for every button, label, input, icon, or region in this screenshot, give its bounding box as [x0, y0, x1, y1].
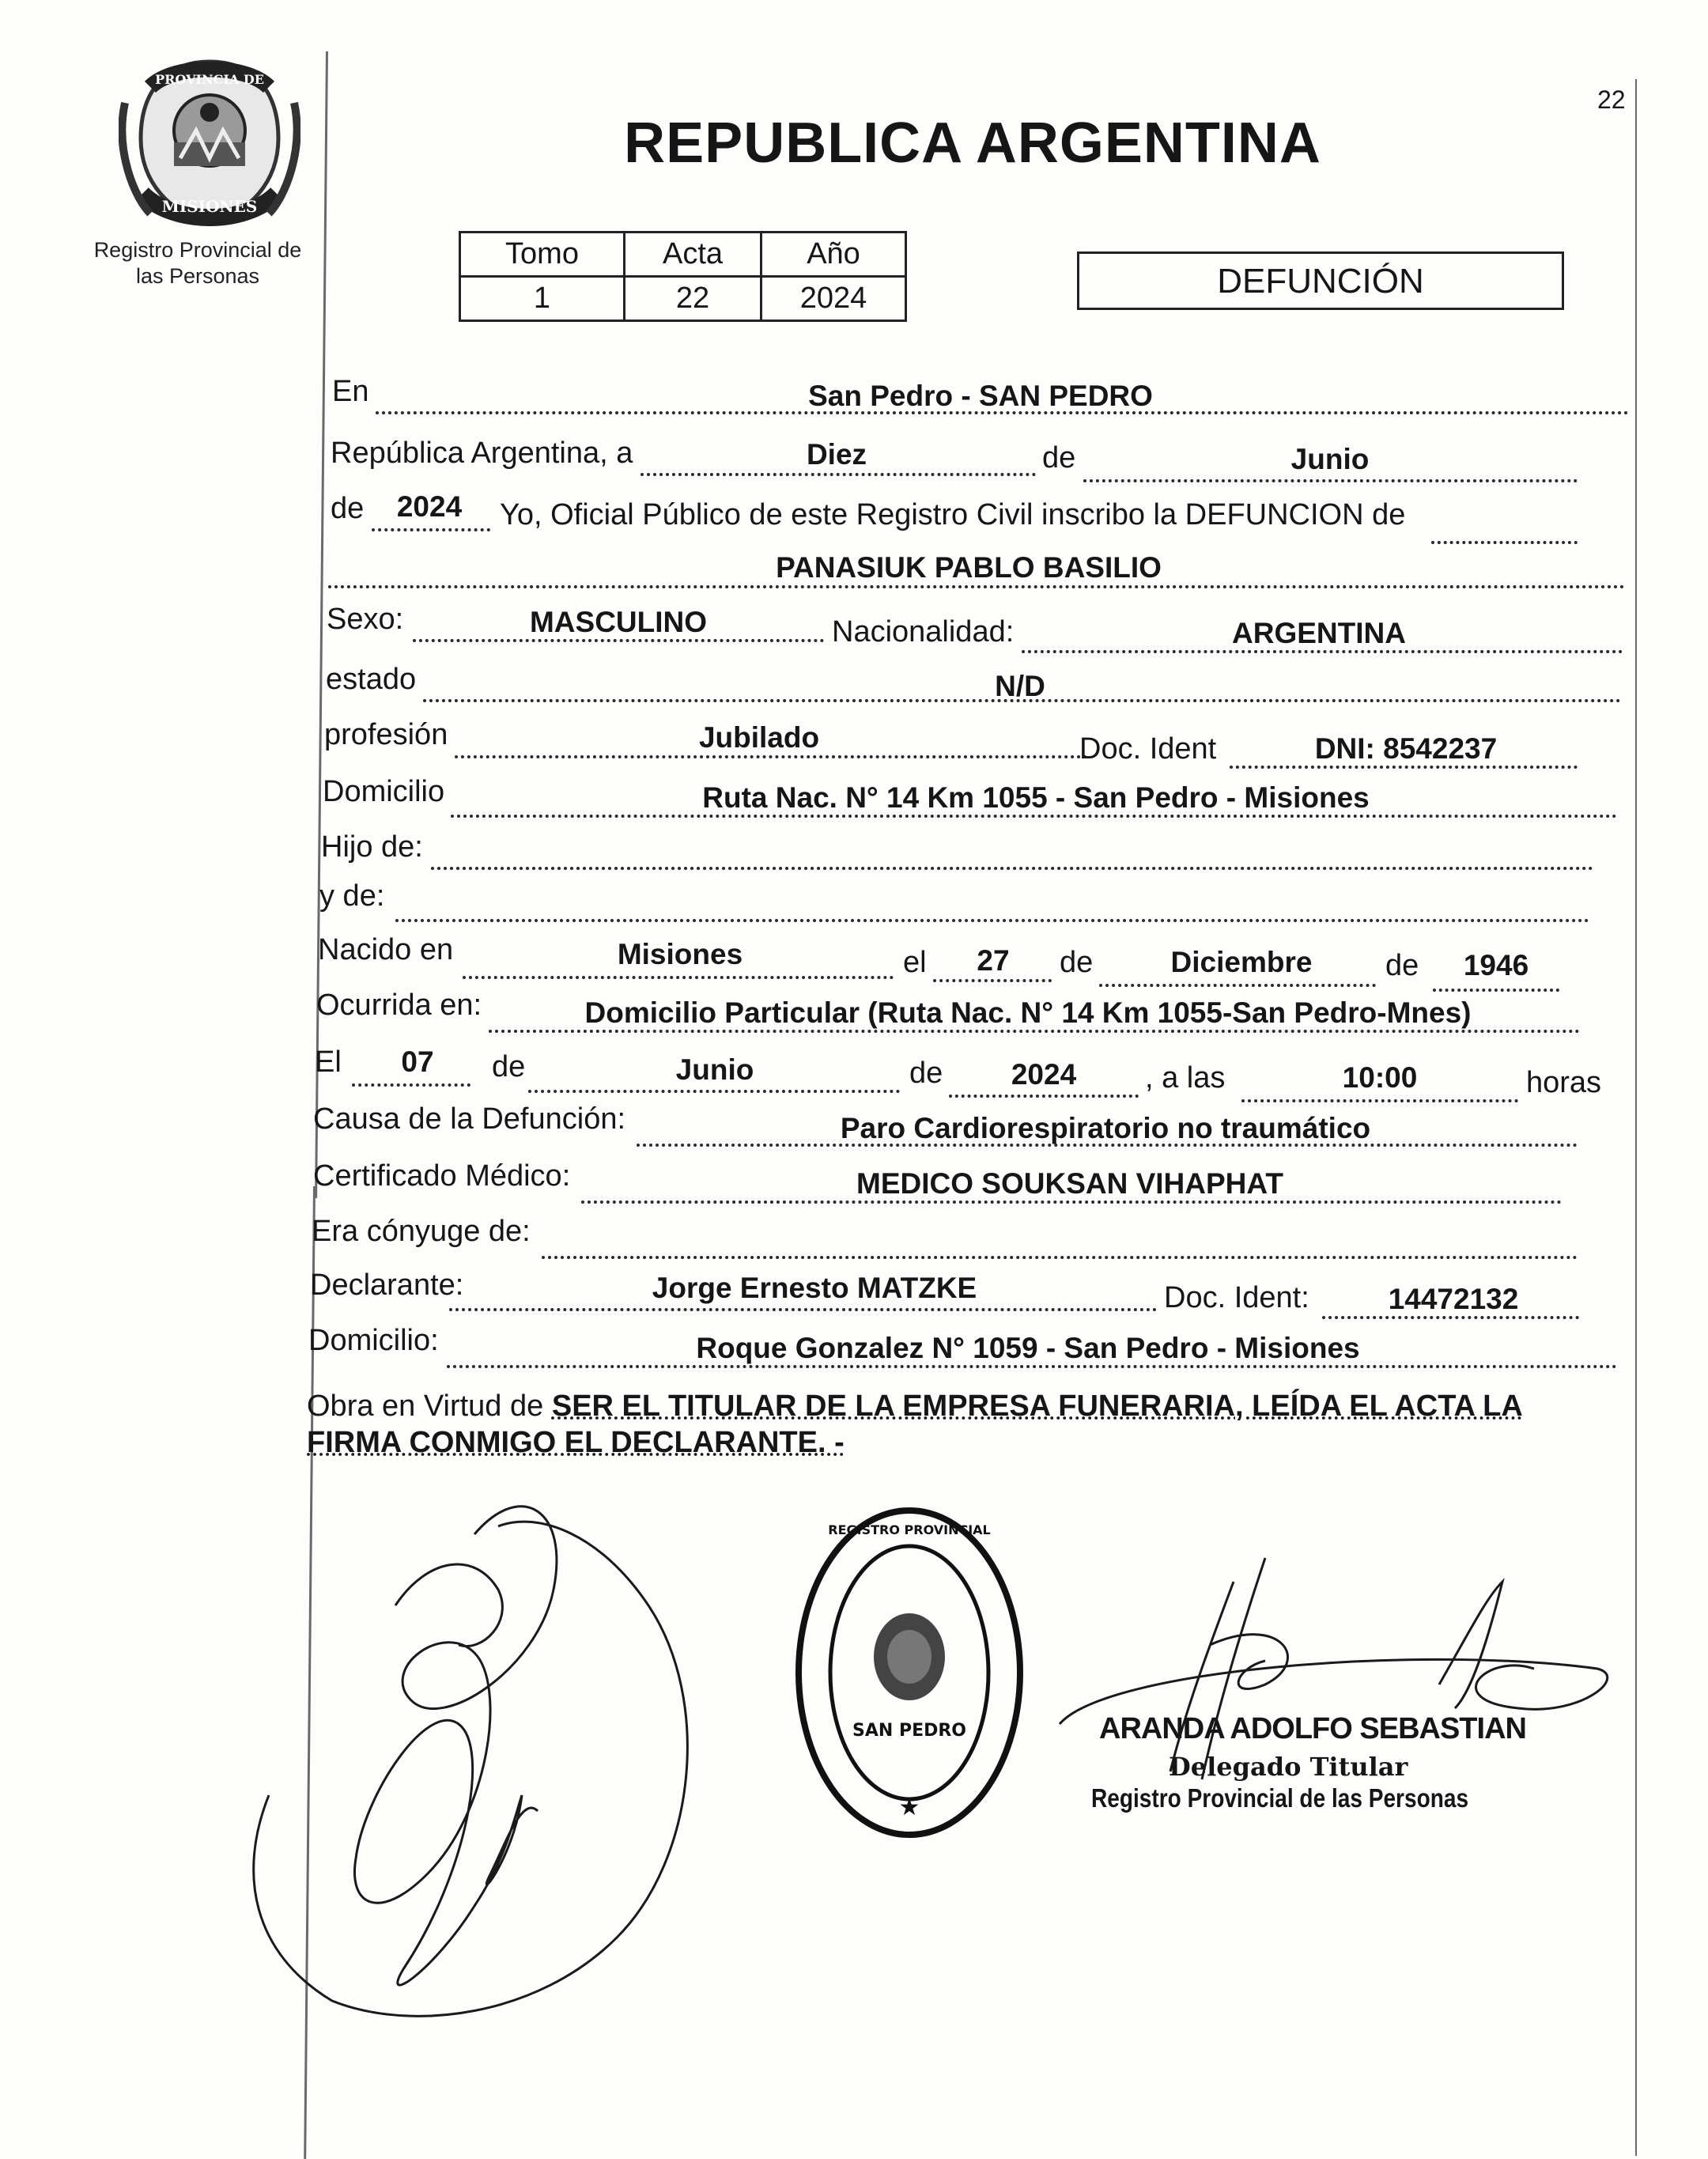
svg-text:REGISTRO PROVINCIAL: REGISTRO PROVINCIAL [828, 1522, 991, 1537]
ocurrida-label: Ocurrida en: [316, 989, 482, 1022]
acta-table [459, 231, 907, 322]
nacido-label: Nacido en [318, 933, 454, 966]
svg-text:MISIONES: MISIONES [161, 197, 258, 216]
fecha-de-label: de [1042, 441, 1076, 475]
acta-value: 22 [625, 277, 761, 321]
inscribo-text: Yo, Oficial Público de este Registro Civil inscribo la DEFUNCION de [500, 498, 1406, 531]
causa-label: Causa de la Defunción: [313, 1102, 626, 1136]
def-dia: 07 [401, 1045, 434, 1078]
doc-declarante-label: Doc. Ident: [1164, 1281, 1309, 1314]
official-name: ARANDA ADOLFO SEBASTIAN [1099, 1712, 1526, 1745]
nacido-dia-dotted-line [933, 979, 1052, 982]
certificado-value: MEDICO SOUKSAN VIHAPHAT [856, 1167, 1283, 1200]
y-de-dotted-line [395, 919, 1589, 922]
nacionalidad-dotted-line [1022, 650, 1623, 653]
domicilio-declarante-value: Roque Gonzalez N° 1059 - San Pedro - Misiones [696, 1332, 1360, 1364]
ocurrida-value: Domicilio Particular (Ruta Nac. N° 14 Km 1055-San Pedro-Mnes) [584, 996, 1472, 1029]
official-title: Delegado Titular [1169, 1752, 1408, 1782]
anio-value: 2024 [761, 277, 906, 321]
def-alas-label: , a las [1145, 1061, 1226, 1095]
nacido-dia: 27 [977, 944, 1010, 977]
anio-de-label: de [331, 492, 365, 525]
official-organization: Registro Provincial de las Personas [1091, 1783, 1469, 1813]
def-hora: 10:00 [1342, 1061, 1418, 1094]
hijo-label: Hijo de: [321, 830, 423, 864]
deceased-name: PANASIUK PABLO BASILIO [776, 551, 1162, 584]
y-de-label: y de: [319, 879, 385, 913]
svg-text:SAN PEDRO: SAN PEDRO [852, 1721, 966, 1741]
obra-label: Obra en Virtud de [307, 1390, 544, 1423]
declarant-signature [237, 1463, 743, 2032]
acta-header: Acta [625, 233, 761, 277]
sexo-label: Sexo: [327, 603, 404, 636]
def-mes: Junio [675, 1053, 754, 1086]
profesion-value: Jubilado [698, 721, 820, 754]
def-dia-dotted-line [352, 1083, 470, 1087]
inscribo-dotted-line [1431, 541, 1578, 544]
nacido-mes-dotted-line [1099, 984, 1376, 987]
dia-dotted-line [640, 473, 1036, 476]
nacido-de1-label: de [1060, 946, 1094, 979]
sexo-dotted-line [413, 639, 824, 642]
estado-label: estado [326, 663, 417, 696]
doc-declarante-value: 14472132 [1388, 1283, 1519, 1315]
domicilio-label: Domicilio [323, 775, 445, 808]
def-anio: 2024 [1011, 1058, 1077, 1091]
province-crest-logo [119, 55, 300, 229]
nacido-mes: Diciembre [1170, 946, 1313, 978]
registry-caption-line1: Registro Provincial de [93, 238, 302, 262]
conyuge-dotted-line [542, 1256, 1578, 1259]
def-de1-label: de [492, 1050, 526, 1083]
fecha-label: República Argentina, a [331, 437, 633, 470]
registry-caption [79, 237, 316, 289]
sexo-value: MASCULINO [529, 606, 708, 638]
domicilio-dotted-line [451, 815, 1617, 818]
doc-declarante-dotted-line [1322, 1316, 1579, 1319]
en-value: San Pedro - SAN PEDRO [808, 380, 1153, 412]
causa-value: Paro Cardiorespiratorio no traumático [840, 1112, 1371, 1144]
ocurrida-dotted-line [489, 1030, 1580, 1033]
anio-dotted-line [372, 528, 490, 531]
def-hora-dotted-line [1241, 1099, 1518, 1102]
mes-dotted-line [1083, 479, 1578, 482]
nombre-dotted-line [328, 585, 1625, 588]
domicilio-declarante-label: Domicilio: [308, 1324, 439, 1357]
certificado-dotted-line [581, 1200, 1562, 1204]
nacido-anio: 1946 [1463, 949, 1529, 981]
declarante-value: Jorge Ernesto MATZKE [652, 1272, 977, 1304]
nacido-lugar-dotted-line [463, 976, 894, 979]
def-de2-label: de [909, 1057, 943, 1090]
fecha-dia: Diez [806, 438, 867, 471]
registry-caption-line2: las Personas [135, 264, 260, 288]
doc-value: DNI: 8542237 [1314, 732, 1498, 765]
page-number: 22 [1597, 85, 1626, 114]
obra-value: SER EL TITULAR DE LA EMPRESA FUNERARIA, LEÍDA EL ACTA LA FIRMA CONMIGO EL DECLARANTE. - [307, 1390, 1523, 1459]
nacido-anio-dotted-line [1433, 989, 1559, 992]
def-anio-dotted-line [949, 1095, 1139, 1098]
svg-text:★: ★ [898, 1794, 920, 1821]
obra-paragraph [307, 1388, 1619, 1461]
estado-value: N/D [995, 670, 1045, 702]
conyuge-label: Era cónyuge de: [312, 1215, 531, 1248]
doc-dotted-line [1230, 766, 1578, 769]
profesion-dotted-line [455, 755, 1087, 758]
hijo-dotted-line [431, 867, 1593, 870]
anio-header: Año [761, 233, 906, 277]
declarante-label: Declarante: [310, 1269, 464, 1302]
nacido-el-label: el [903, 946, 927, 979]
declarante-dotted-line [449, 1308, 1157, 1311]
right-edge-line [1635, 79, 1637, 2156]
profesion-label: profesión [324, 718, 448, 751]
anio-value-text: 2024 [396, 490, 463, 523]
el-label: El [315, 1045, 342, 1079]
domicilio-declarante-dotted-line [447, 1365, 1617, 1368]
record-type-box: DEFUNCIÓN [1077, 251, 1564, 310]
def-mes-dotted-line [528, 1090, 900, 1093]
doc-label: Doc. Ident [1079, 732, 1217, 766]
document-title: REPUBLICA ARGENTINA [624, 112, 1321, 175]
tomo-header: Tomo [460, 233, 625, 277]
registry-stamp [791, 1499, 1028, 1847]
nacido-de2-label: de [1385, 949, 1419, 982]
svg-text:PROVINCIA DE: PROVINCIA DE [155, 72, 264, 87]
certificado-label: Certificado Médico: [313, 1159, 571, 1193]
nacido-lugar: Misiones [617, 938, 743, 970]
nacionalidad-value: ARGENTINA [1232, 617, 1406, 649]
nacionalidad-label: Nacionalidad: [832, 615, 1015, 648]
domicilio-value: Ruta Nac. N° 14 Km 1055 - San Pedro - Misiones [702, 781, 1370, 814]
en-label: En [332, 375, 369, 408]
def-horas-label: horas [1526, 1066, 1602, 1099]
tomo-value: 1 [460, 277, 625, 321]
fecha-mes: Junio [1290, 443, 1370, 475]
